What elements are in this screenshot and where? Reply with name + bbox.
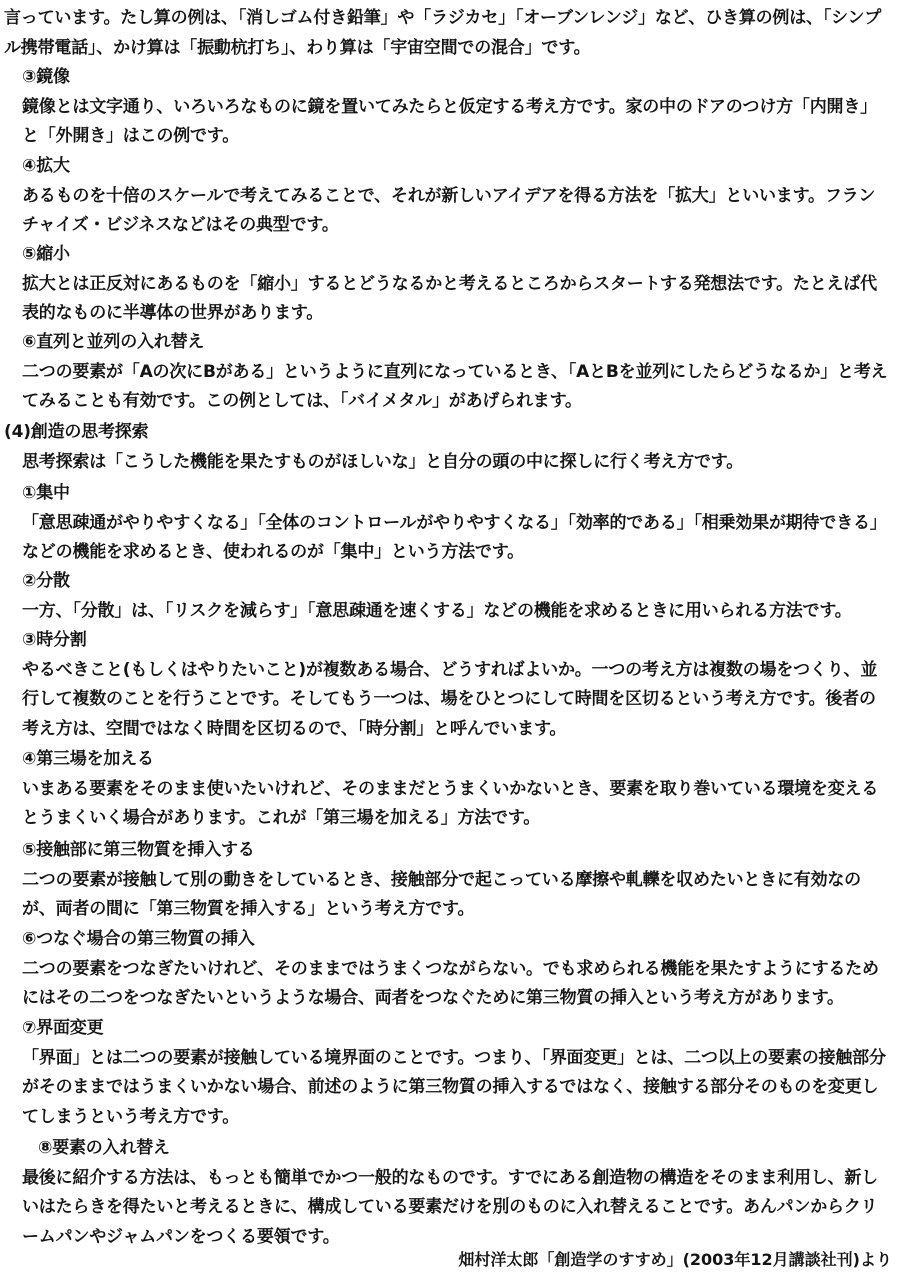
paragraph-series-parallel: 二つの要素が「Aの次にBがある」というように直列になっているとき、「AとBを並列にしたらどうなるか」と考えてみることも有効です。この例としては、「バイメタル」があげられます。 xyxy=(22,361,888,411)
paragraph-insert-third-substance: 二つの要素が接触して別の動きをしているとき、接触部分で起こっている摩擦や軋轢を収めたいときに有効なのが、両者の間に「第三物質を挿入する」という考え方です。 xyxy=(22,869,861,919)
heading-element-replacement: ⑧要素の入れ替え xyxy=(38,1138,170,1158)
heading-enlarge: ④拡大 xyxy=(22,156,70,176)
text-block-10 xyxy=(4,745,890,834)
text-block-4 xyxy=(4,240,890,329)
paragraph-third-field: いまある要素をそのまま使いたいけれど、そのままだとうまくいかないとき、要素を取り巻いている環境を変えるとうまくいく場合があります。これが「第三場を加える」方法です。 xyxy=(22,778,879,828)
heading-series-parallel: ⑥直列と並列の入れ替え xyxy=(22,332,205,352)
paragraph-time-division: やるべきこと(もしくはやりたいこと)が複数ある場合、どうすればよいか。一つの考え方は複数の場をつくり、並行して複数のことを行うことです。そしてもう一つは、場をひとつにして時間を区切るという考え方です。後者の考え方は、空間ではなく時間を区切るので、「時分割」と呼んでいます。 xyxy=(22,659,878,739)
text-block-6 xyxy=(4,418,890,477)
paragraph-dispersion: 一方、「分散」は、「リスクを減らす」「意思疎通を速くする」などの機能を求めるときに用いられる方法です。 xyxy=(22,600,852,621)
paragraph-arithmetic-examples: 言っています。たし算の例は、「消しゴム付き鉛筆」や「ラジカセ」「オーブンレンジ」など、ひき算の例は、「シンプル携帯電話」、かけ算は「振動杭打ち」、わり算は「宇宙空間での混合」です。 xyxy=(4,8,882,58)
heading-shrink: ⑤縮小 xyxy=(22,244,70,264)
text-block-1 xyxy=(4,4,890,63)
heading-third-field: ④第三場を加える xyxy=(22,749,154,769)
heading-connecting-third-substance: ⑥つなぐ場合の第三物質の挿入 xyxy=(22,929,255,949)
paragraph-connecting-third-substance: 二つの要素をつなぎたいけれど、そのままではうまくつながらない。でも求められる機能を果たすようにするためにはその二つをつなぎたいというような場合、両者をつなぐために第三物質の挿入という考え方があります。 xyxy=(22,958,879,1008)
source-credit: 畑村洋太郎「創造学のすすめ」(2003年12月講談社刊)より xyxy=(458,1250,892,1269)
heading-mirror: ③鏡像 xyxy=(22,67,70,87)
text-block-14 xyxy=(4,1134,890,1252)
paragraph-concentration: 「意思疎通がやりやすくなる」「全体のコントロールがやりやすくなる」「効率的である」「相乗効果が期待できる」などの機能を求めるとき、使われるのが「集中」という方法です。 xyxy=(22,512,887,562)
text-block-13 xyxy=(4,1014,890,1132)
text-block-2 xyxy=(4,63,890,152)
paragraph-interface-change: 「界面」とは二つの要素が接触している境界面のことです。つまり、「界面変更」とは、二つ以上の要素の接触部分がそのままではうまくいかない場合、前述のように第三物質の挿入するではなく、接触する部分そのものを変更してしまうという考え方です。 xyxy=(22,1047,886,1127)
heading-interface-change: ⑦界面変更 xyxy=(22,1018,104,1038)
paragraph-mirror: 鏡像とは文字通り、いろいろなものに鏡を置いてみたらと仮定する考え方です。家の中のドアのつけ方「内開き」と「外開き」はこの例です。 xyxy=(22,96,877,146)
text-block-5 xyxy=(4,328,890,417)
text-block-3 xyxy=(4,152,890,241)
text-block-7 xyxy=(4,479,890,568)
paragraph-element-replacement: 最後に紹介する方法は、もっとも簡単でかつ一般的なものです。すでにある創造物の構造をそのまま利用し、新しいはたらきを得たいと考えるときに、構成している要素だけを別のものに入れ替えることです。あんパンからクリームパンやジャムパンをつくる要領です。 xyxy=(22,1167,878,1247)
text-block-11 xyxy=(4,836,890,925)
text-block-8 xyxy=(4,567,890,626)
heading-concentration: ①集中 xyxy=(22,483,70,503)
heading-time-division: ③時分割 xyxy=(22,630,87,650)
heading-dispersion: ②分散 xyxy=(22,571,70,591)
heading-insert-third-substance: ⑤接触部に第三物質を挿入する xyxy=(22,840,255,860)
paragraph-enlarge: あるものを十倍のスケールで考えてみることで、それが新しいアイデアを得る方法を「拡大」といいます。フランチャイズ・ビジネスなどはその典型です。 xyxy=(22,185,876,235)
paragraph-thinking-search: 思考探索は「こうした機能を果たすものがほしいな」と自分の頭の中に探しに行く考え方です。 xyxy=(22,451,744,472)
paragraph-mirror-line1 xyxy=(4,93,890,152)
paragraph-shrink: 拡大とは正反対にあるものを「縮小」するとどうなるかと考えるところからスタートする発想法です。たとえば代表的なものに半導体の世界があります。 xyxy=(22,273,877,323)
text-block-12 xyxy=(4,925,890,1014)
text-block-9 xyxy=(4,626,890,744)
heading-creative-thinking-search: (4)創造の思考探索 xyxy=(4,422,149,442)
